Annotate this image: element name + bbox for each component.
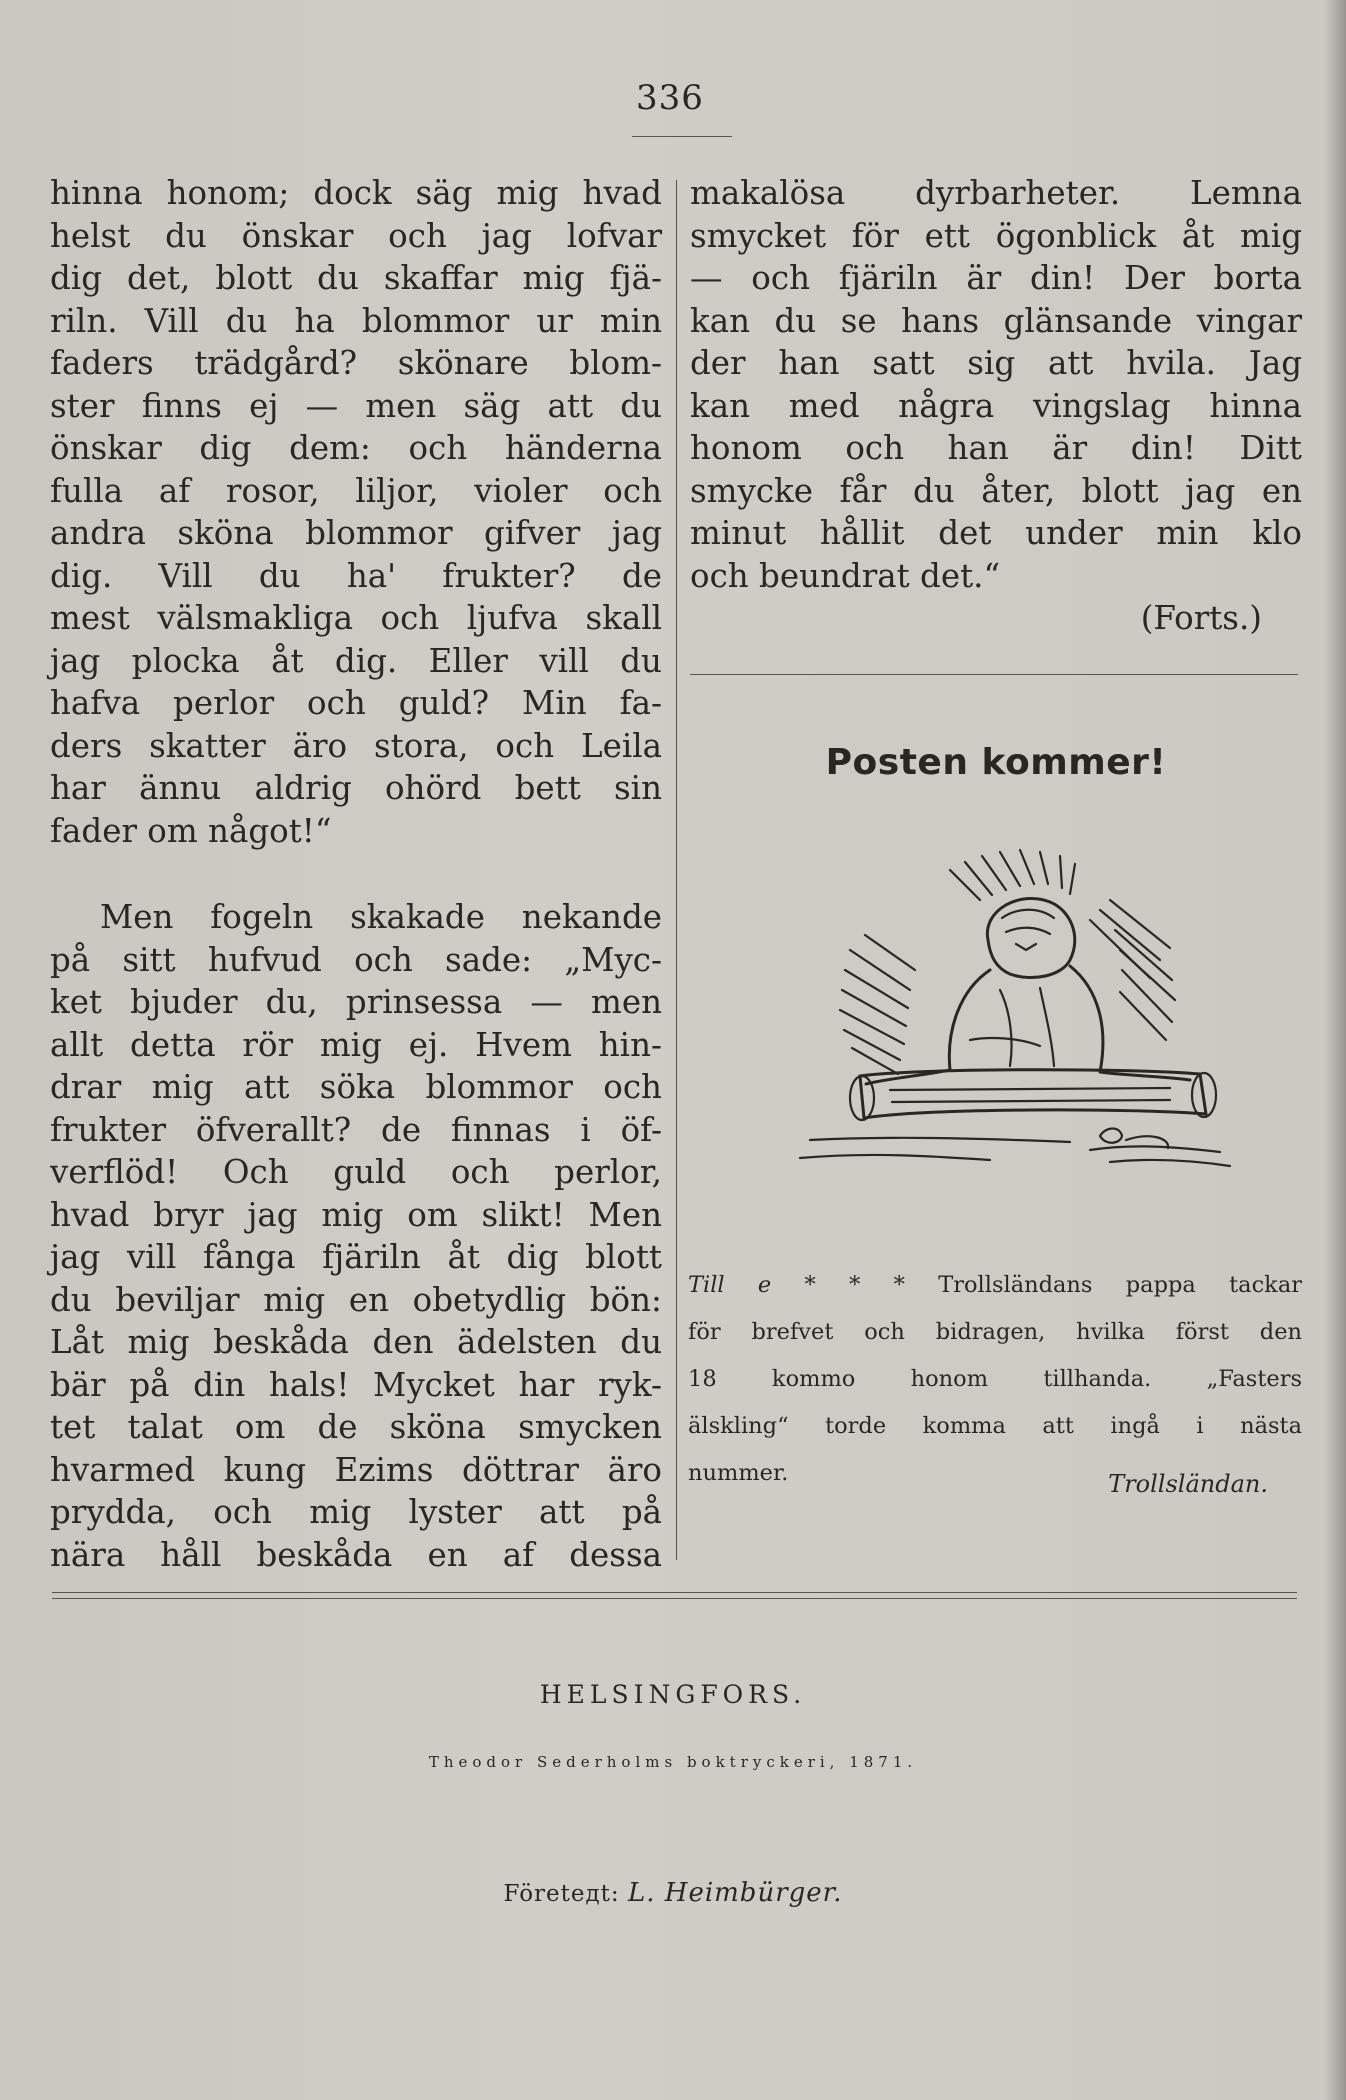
text-line: honom och han är din! Ditt: [690, 429, 1302, 467]
note-line-1: Trollsländans pappa tackar: [938, 1272, 1302, 1298]
text-line: minut hållit det under min klo: [690, 514, 1302, 552]
editor-label: Företeдt:: [503, 1881, 620, 1907]
text-line: verflöd! Och guld och perlor,: [50, 1153, 662, 1191]
text-line: hinna honom; dock säg mig hvad: [50, 174, 662, 212]
note-line-4: älskling“ torde komma att ingå i nästa: [688, 1413, 1302, 1439]
page-number-rule: [632, 136, 732, 137]
text-line: bär på din hals! Mycket har ryk-: [50, 1365, 662, 1404]
text-line: dig det, blott du skaffar mig fjä-: [50, 259, 662, 297]
text-line: och beundrat det.“: [690, 556, 1001, 595]
text-line: nära håll beskåda en af dessa: [50, 1535, 662, 1574]
left-paragraph-1: [50, 172, 662, 852]
text-line: frukter öfverallt? de finnas i öf-: [50, 1110, 662, 1149]
text-line: allt detta rör mig ej. Hvem hin-: [50, 1025, 662, 1064]
editor-name: L. Heimbürger.: [627, 1878, 843, 1908]
text-line: andra sköna blommor gifver jag: [50, 514, 662, 552]
right-column: [690, 172, 1302, 640]
text-line: hafva perlor och guld? Min fa-: [50, 684, 662, 722]
footer-rule-top: [52, 1592, 1297, 1593]
text-line: fader om något!“: [50, 811, 332, 850]
section-rule: [690, 674, 1298, 675]
text-line: tet talat om de sköna smycken: [50, 1408, 662, 1446]
text-line: prydda, och mig lyster att på: [50, 1493, 662, 1531]
text-line: du beviljar mig en obetydlig bön:: [50, 1280, 662, 1319]
imprint-printer: Theodor Sederholms boktryckeri, 1871.: [428, 1753, 918, 1771]
text-line: dig. Vill du ha' frukter? de: [50, 556, 662, 595]
imprint-city: HELSINGFORS.: [539, 1680, 807, 1709]
text-line: fulla af rosor, liljor, violer och: [50, 471, 662, 510]
text-line: smycket för ett ögonblick åt mig: [690, 216, 1302, 255]
text-line: kan med några vingslag hinna: [690, 386, 1302, 425]
text-line: Låt mig beskåda den ädelsten du: [50, 1323, 662, 1361]
text-line: helst du önskar och jag lofvar: [50, 216, 662, 255]
left-paragraph-2: [50, 896, 662, 1576]
text-line: ket bjuder du, prinsessa — men: [50, 983, 662, 1021]
right-paragraph: [690, 172, 1302, 597]
text-line: — och fjäriln är din! Der borta: [690, 259, 1302, 297]
editorial-note: [688, 1262, 1302, 1508]
imprint-editor: [0, 1878, 1346, 1908]
text-line: drar mig att söka blommor och: [50, 1068, 662, 1106]
reading-figure-illustration: [770, 840, 1270, 1200]
text-line: hvad bryr jag mig om slikt! Men: [50, 1195, 662, 1234]
text-line: önskar dig dem: och händerna: [50, 429, 662, 467]
text-line: kan du se hans glänsande vingar: [690, 301, 1302, 340]
paragraph-gap: [50, 852, 662, 896]
text-line: riln. Vill du ha blommor ur min: [50, 301, 662, 340]
text-line: mest välsmakliga och ljufva skall: [50, 599, 662, 637]
text-line: ders skatter äro stora, och Leila: [50, 726, 662, 765]
note-signature: Trollsländan.: [1108, 1470, 1268, 1498]
text-line: jag vill fånga fjäriln åt dig blott: [50, 1238, 662, 1276]
text-line: har ännu aldrig ohörd bett sin: [50, 769, 662, 807]
page-edge-shadow: [1324, 0, 1346, 2100]
text-line: hvarmed kung Ezims döttrar äro: [50, 1450, 662, 1489]
footer-rule-bottom: [52, 1598, 1297, 1599]
text-line: smycke får du åter, blott jag en: [690, 471, 1302, 510]
continued-note: (Forts.): [1140, 599, 1262, 637]
text-line: på sitt hufvud och sade: „Myc-: [50, 940, 662, 979]
note-line: [688, 1262, 1302, 1309]
note-line-5: nummer.: [688, 1460, 789, 1486]
section-heading: Posten kommer!: [825, 742, 1167, 783]
text-line: faders trädgård? skönare blom-: [50, 344, 662, 382]
text-line: makalösa dyrbarheter. Lemna: [690, 174, 1302, 212]
note-addressee: Till e * * *: [688, 1272, 905, 1298]
page-number: 336: [636, 78, 704, 118]
left-column: [50, 172, 662, 1576]
text-line: Men fogeln skakade nekande: [100, 898, 662, 936]
text-line: jag plocka åt dig. Eller vill du: [50, 641, 662, 680]
note-line-2: för brefvet och bidragen, hvilka först den: [688, 1319, 1302, 1345]
text-line: der han satt sig att hvila. Jag: [690, 344, 1302, 382]
text-line: ster finns ej — men säg att du: [50, 386, 662, 425]
column-divider: [676, 180, 677, 1560]
note-line-3: 18 kommo honom tillhanda. „Fasters: [688, 1366, 1302, 1392]
